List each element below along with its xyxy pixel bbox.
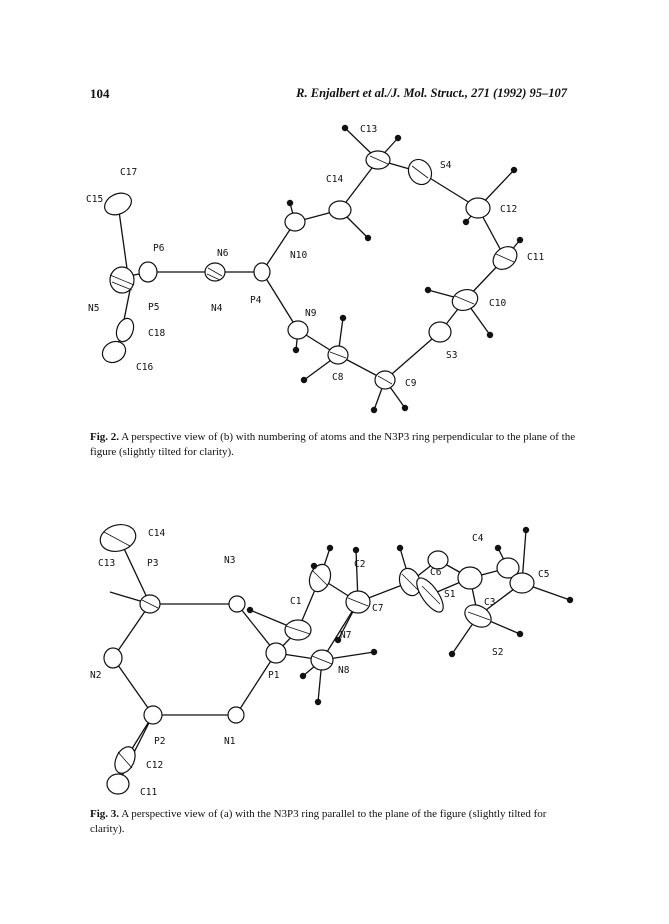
atom-label: C9 — [405, 378, 417, 389]
atom-label: N1 — [224, 736, 236, 747]
atom-label: C5 — [538, 569, 550, 580]
atom-label: N4 — [211, 303, 223, 314]
caption-text: A perspective view of (b) with numbering of atoms and the N3P3 ring perpendicular to the plane of the figure (slightly tilted for clarity). — [90, 431, 576, 458]
caption-label: Fig. 3. — [90, 808, 120, 820]
running-head: R. Enjalbert et al./J. Mol. Struct., 271 (1992) 95–107 — [296, 86, 567, 100]
atom-label: C1 — [290, 596, 302, 607]
atom-label: N9 — [305, 308, 317, 319]
atom-label: S3 — [446, 350, 458, 361]
atom-label: P2 — [154, 736, 166, 747]
caption-label: Fig. 2. — [90, 431, 120, 443]
atom-label: N5 — [88, 303, 100, 314]
atom-label: P6 — [153, 243, 165, 254]
atom-label: C11 — [140, 787, 158, 798]
atom-label: P5 — [148, 302, 160, 313]
atom-label: C16 — [136, 362, 154, 373]
atom-label: P3 — [147, 558, 159, 569]
figure-2-caption — [90, 430, 580, 460]
caption-text: A perspective view of (a) with the N3P3 ring parallel to the plane of the figure (slightly tilted for clarity). — [90, 808, 547, 835]
atom-label: C8 — [332, 372, 344, 383]
atom-label: C14 — [326, 174, 344, 185]
atom-label: N2 — [90, 670, 102, 681]
atom-label: S1 — [444, 589, 456, 600]
figure-3-molecular-structure — [0, 505, 669, 805]
atom-label: S4 — [440, 160, 452, 171]
atom-label: N3 — [224, 555, 236, 566]
atom-label: C13 — [360, 124, 378, 135]
atom-label: C14 — [148, 528, 166, 539]
atom-label: C6 — [430, 567, 442, 578]
page-number: 104 — [90, 86, 110, 101]
atom-label: C4 — [472, 533, 484, 544]
atom-label: C7 — [372, 603, 384, 614]
atom-label: P4 — [250, 295, 262, 306]
atom-label: C18 — [148, 328, 166, 339]
atom-label: N10 — [290, 250, 308, 261]
atom-label: N8 — [338, 665, 350, 676]
atom-label: C12 — [500, 204, 518, 215]
atom-label: C17 — [120, 167, 138, 178]
atom-label: P1 — [268, 670, 280, 681]
atom-label: C10 — [489, 298, 507, 309]
atom-label: N6 — [217, 248, 229, 259]
atom-label: S2 — [492, 647, 504, 658]
atom-label: C11 — [527, 252, 545, 263]
atom-label: C13 — [98, 558, 116, 569]
atom-label: N7 — [340, 630, 352, 641]
atom-label: C12 — [146, 760, 164, 771]
atom-label: C3 — [484, 597, 496, 608]
figure-3-caption — [90, 807, 580, 837]
atom-label: C2 — [354, 559, 366, 570]
figure-2-molecular-structure — [0, 112, 669, 422]
atom-label: C15 — [86, 194, 104, 205]
